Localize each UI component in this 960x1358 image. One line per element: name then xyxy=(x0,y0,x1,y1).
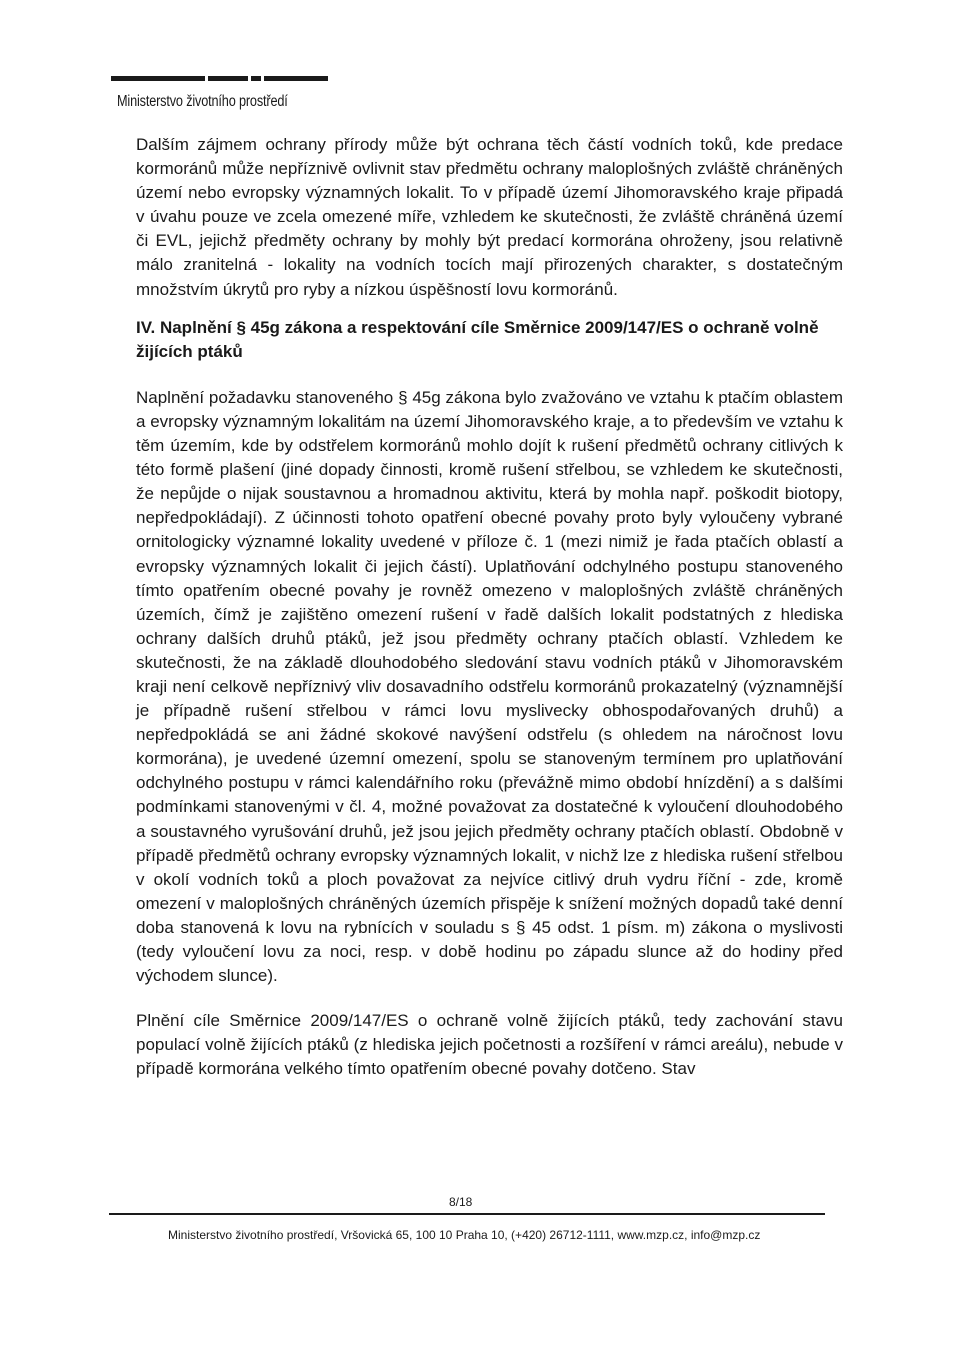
logo-bar xyxy=(208,76,248,81)
document-body xyxy=(136,133,843,1081)
section-heading: IV. Naplnění § 45g zákona a respektování cíle Směrnice 2009/147/ES o ochraně volně žijících ptáků xyxy=(136,317,819,361)
page-number: 8/18 xyxy=(449,1195,473,1209)
organization-name: Ministerstvo životního prostředí xyxy=(117,93,288,110)
paragraph-closing: Plnění cíle Směrnice 2009/147/ES o ochraně volně žijících ptáků, tedy zachování stavu populací volně žijících ptáků (z hlediska jejich početnosti a rozšíření v rámci areálu), nebude v případě kormorána velkého tímto opatřením obecné povahy dotčeno. Stav xyxy=(136,1011,843,1079)
paragraph-main: Naplnění požadavku stanoveného § 45g zákona bylo zvažováno ve vztahu k ptačím oblastem a evropsky významným lokalitám na území Jihomoravského kraje, a to především ve vztahu k těm územím, kde by odstřelem kormoránů mohlo dojít k rušení předmětů ochrany citlivých k této formě plašení (jiné dopady činnosti, kromě rušení střelbou, se vzhledem ke skutečnosti, že nepůjde o nijak soustavnou a hromadnou aktivitu, která by mohla např. poškodit biotopy, nepředpokládají). Z účinnosti tohoto opatření obecné povahy proto byly vyloučeny vybrané ornitologicky významné lokality uvedené v příloze č. 1 (mezi nimiž je řada ptačích oblastí a evropsky významných lokalit či jejich částí). Uplatňování odchylného postupu stanoveného tímto opatřením obecné povahy je rovněž omezeno v maloplošných zvláště chráněných územích, čímž je zajištěno omezení rušení v řadě dalších lokalit podstatných z hlediska ochrany dalších druhů ptáků, jež jsou předměty ochrany ptačích oblastí. Vzhledem ke skutečnosti, že na základě dlouhodobého sledování stavu vodních ptáků v Jihomoravském kraji není celkově nepříznivý vliv dosavadního odstřelu kormoránů prokazatelný (významnější je případně rušení střelbou v rámci lovu myslivecky obhospodařovaných druhů) a nepředpokládá se ani žádné skokové navýšení odstřelu (s ohledem na náročnost lovu kormorána), je uvedené územní omezení, spolu se stanoveným termínem pro uplatňování odchylného postupu v rámci kalendářního roku (převážně mimo období hnízdění) a s dalšími podmínkami stanovenými v čl. 4, možné považovat za dostatečné k vyloučení dlouhodobého a soustavného vyrušování druhů, jež jsou jejich předměty ochrany ptačích oblastí. Obdobně v případě předmětů ochrany evropsky významných lokalit, v nichž lze z hlediska rušení střelbou v okolí vodních toků a ploch považovat za nejvíce citlivý druh vydru říční - zde, kromě omezení v maloplošných chráněných územích přispěje k snížení možných dopadů také denní doba stanovená k lovu na rybnících v souladu s § 45 odst. 1 písm. m) zákona o myslivosti (tedy vyloučení lovu za noci, resp. v době hodinu po západu slunce až do hodiny před východem slunce). xyxy=(136,387,843,986)
logo-bar xyxy=(251,76,261,81)
header-logo-bars xyxy=(111,76,328,81)
logo-bar xyxy=(264,76,328,81)
footer-contact: Ministerstvo životního prostředí, Vršovická 65, 100 10 Praha 10, (+420) 26712-1111, www.mzp.cz, info@mzp.cz xyxy=(168,1228,761,1242)
footer-divider xyxy=(109,1213,825,1215)
logo-bar xyxy=(111,76,205,81)
paragraph-intro: Dalším zájmem ochrany přírody může být ochrana těch částí vodních toků, kde predace kormoránů může nepříznivě ovlivnit stav předmětu ochrany maloplošných zvláště chráněných území nebo evropsky významných lokalit. To v případě území Jihomoravského kraje připadá v úvahu pouze ve zcela omezené míře, vzhledem ke skutečnosti, že zvláště chráněná území či EVL, jejichž předměty ochrany by mohly být predací kormorána ohroženy, jsou relativně málo zranitelná - lokality na vodních tocích mají přirozených charakter, s dostatečným množstvím úkrytů pro ryby a nízkou úspěšností lovu kormoránů. xyxy=(136,135,843,299)
